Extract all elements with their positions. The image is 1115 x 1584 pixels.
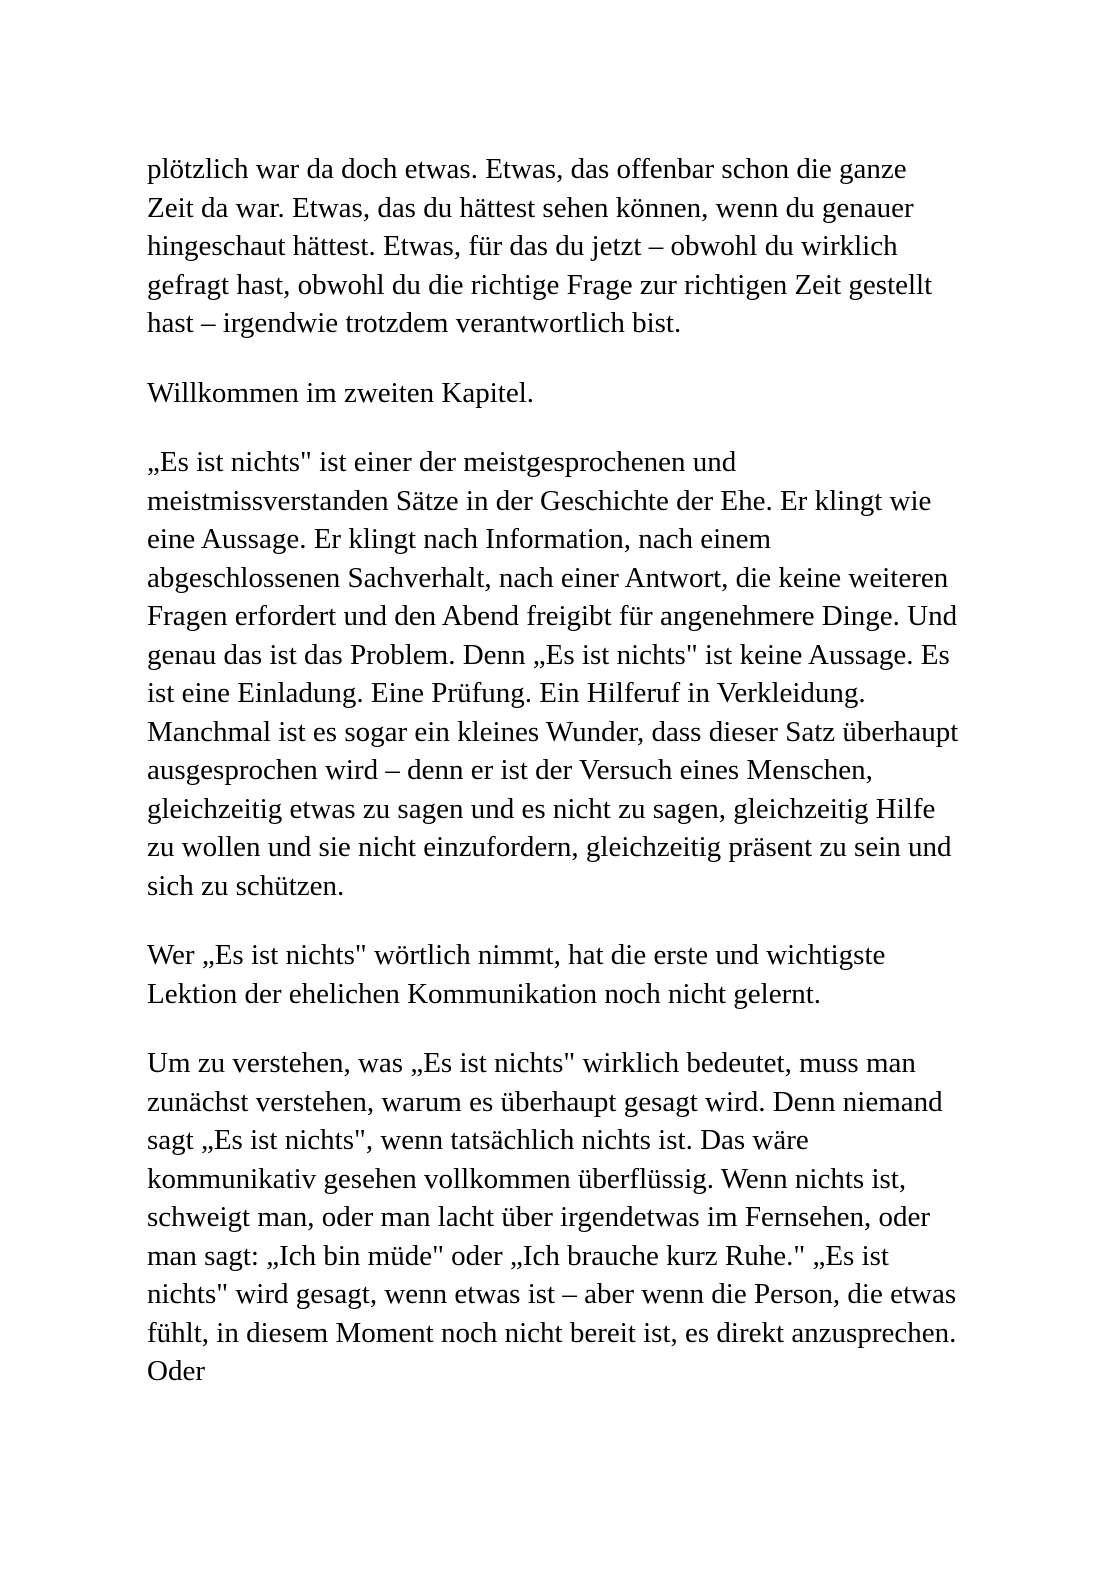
body-text	[147, 150, 960, 1391]
paragraph-5: Um zu verstehen, was „Es ist nichts" wirklich bedeutet, muss man zunächst verstehen, warum es überhaupt gesagt wird. Denn niemand sagt „Es ist nichts", wenn tatsächlich nichts ist. Das wäre kommunikativ gesehen vollkommen überflüssig. Wenn nichts ist, schweigt man, oder man lacht über irgendetwas im Fernsehen, oder man sagt: „Ich bin müde" oder „Ich brauche kurz Ruhe." „Es ist nichts" wird gesagt, wenn etwas ist – aber wenn die Person, die etwas fühlt, in diesem Moment noch nicht bereit ist, es direkt anzusprechen. Oder	[147, 1047, 957, 1387]
paragraph-1: plötzlich war da doch etwas. Etwas, das offenbar schon die ganze Zeit da war. Etwas, das du hättest sehen können, wenn du genauer hingeschaut hättest. Etwas, für das du jetzt – obwohl du wirklich gefragt hast, obwohl du die richtige Frage zur richtigen Zeit gestellt hast – irgendwie trotzdem verantwortlich bist.	[147, 153, 933, 339]
paragraph-4: Wer „Es ist nichts" wörtlich nimmt, hat die erste und wichtigste Lektion der ehelichen Kommunikation noch nicht gelernt.	[147, 939, 886, 1010]
paragraph-3: „Es ist nichts" ist einer der meistgesprochenen und meistmissverstanden Sätze in der Geschichte der Ehe. Er klingt wie eine Aussage. Er klingt nach Information, nach einem abgeschlossenen Sachverhalt, nach einer Antwort, die keine weiteren Fragen erfordert und den Abend freigibt für angenehmere Dinge. Und genau das ist das Problem. Denn „Es ist nichts" ist keine Aussage. Es ist eine Einladung. Eine Prüfung. Ein Hilferuf in Verkleidung. Manchmal ist es sogar ein kleines Wunder, dass dieser Satz überhaupt ausgesprochen wird – denn er ist der Versuch eines Menschen, gleichzeitig etwas zu sagen und es nicht zu sagen, gleichzeitig Hilfe zu wollen und sie nicht einzufordern, gleichzeitig präsent zu sein und sich zu schützen.	[147, 446, 959, 902]
paragraph-2: Willkommen im zweiten Kapitel.	[147, 376, 535, 409]
